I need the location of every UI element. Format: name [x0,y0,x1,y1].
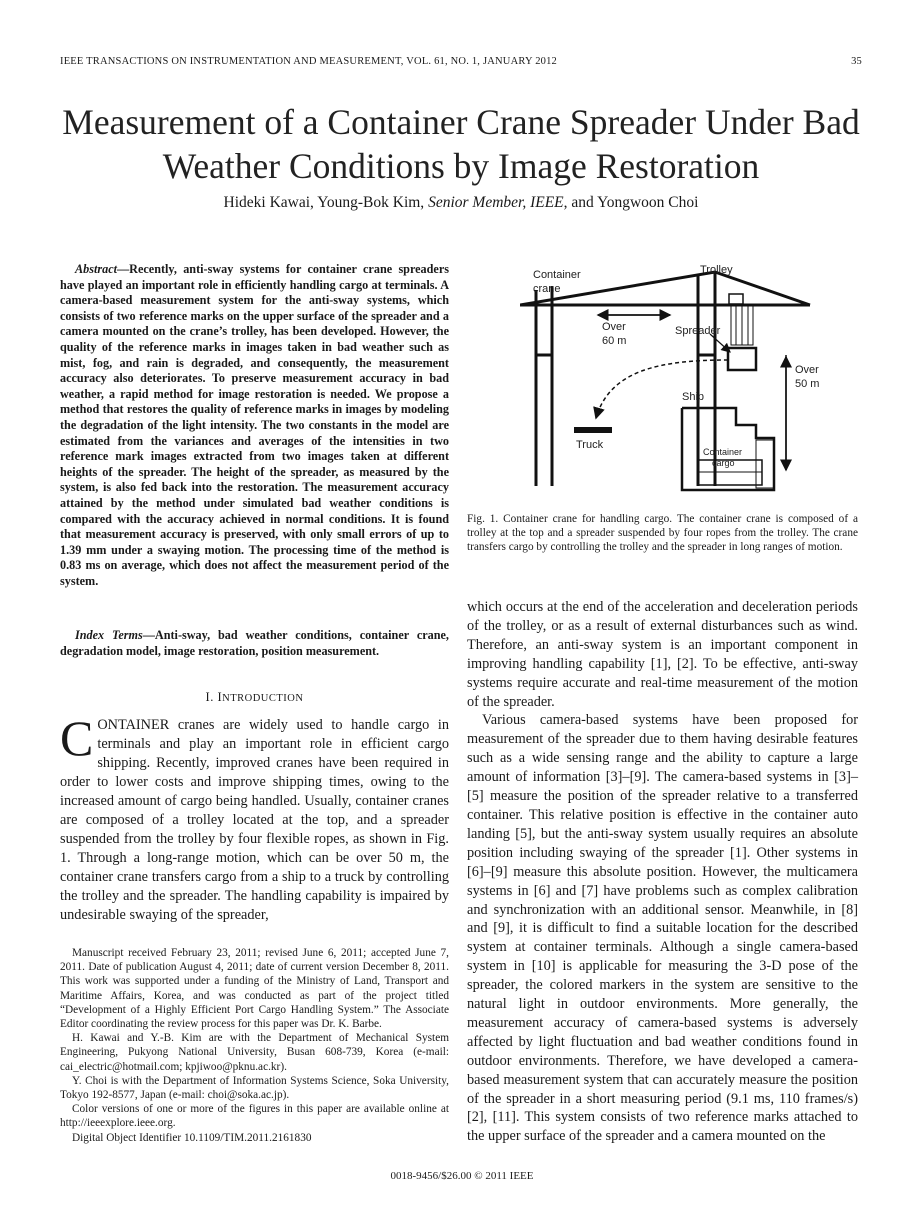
label-container-crane-2: crane [533,283,561,295]
footnote-manuscript: Manuscript received February 23, 2011; revised June 6, 2011; accepted June 7, 2011. Date of publication August 4, 2011; date of current version December 8, 2011. This work was supported under a funding of the Ministry of Land, Transport and Maritime Affairs, Korea, and was conducted as part of the project titled “Development of a Highly Efficient Port Cargo Handling System.” The Associate Editor coordinating the review process for this paper was Dr. K. Barbe. [60,947,449,1031]
authors-part1: Hideki Kawai, Young-Bok Kim, [223,194,429,211]
paper-title: Measurement of a Container Crane Spreader Under Bad Weather Conditions by Image Restoration [62,102,860,186]
authors-part2: , and Yongwoon Choi [563,194,699,211]
page-footer: 0018-9456/$26.00 © 2011 IEEE [390,1170,534,1182]
author-role: Senior Member, IEEE [428,194,564,211]
label-over50-2: 50 m [795,378,820,390]
label-over60-2: 60 m [602,335,627,347]
drop-cap: C [60,710,94,766]
footnote-affiliation-1: H. Kawai and Y.-B. Kim are with the Department of Mechanical System Engineering, Pukyong National University, Busan 608-739, Korea (e-mail: cai_electric@hotmail.com; kpjiwoo@pknu.ac.kr). [60,1032,449,1073]
running-header [60,56,862,67]
abstract-text: —Recently, anti-sway systems for container crane spreaders have played an important role in efficiently handling cargo at terminals. A camera-based measurement system for the anti-sway systems, which consists of two reference marks on the upper surface of the spreader and a camera mounted on the crane’s trolley, has been developed. However, the quality of the reference marks in images taken in bad weather such as mist, fog, and rain is degraded, and consequently, the measurement accuracy also deteriorates. To preserve measurement accuracy in bad weather, a rapid method for image restoration is needed. We propose a method that restores the quality of reference marks in images by modeling the degradation of the light intensity. The two constants in the model are estimated from the variances and averages of the intensities in two reference mark images extracted from two images taken at different heights of the spreader. The height of the spreader, as measured by the system, is also fed back into the restoration. The measurement accuracy attained by the method under simulated bad weather conditions is compared with the accuracy achieved in normal conditions. It is found that measurement accuracy is preserved, with only small errors of up to 1.39 mm under a swaying motion. The processing time of the method is 0.83 ms on average, which does not affect the measurement period of the system. [60,262,449,588]
footnotes [60,946,449,1145]
label-spreader: Spreader [675,325,721,337]
truck [574,428,612,433]
label-trolley: Trolley [700,264,733,276]
section-heading [60,690,449,705]
figure-1-caption: Fig. 1. Container crane for handling cargo. The container crane is composed of a trolley at the top and a spreader suspended by four ropes from the trolley. The crane transfers cargo by controlling the trolley and the spreader in long ranges of motion. [467,513,858,554]
page-number: 35 [851,56,862,67]
abstract [60,262,449,589]
footnote-color: Color versions of one or more of the figures in this paper are available online at http://ieeexplore.ieee.org. [60,1103,449,1130]
footnote-doi: Digital Object Identifier 10.1109/TIM.2011.2161830 [72,1131,312,1144]
crane-diagram [520,260,830,500]
label-over50-1: Over [795,364,819,376]
index-terms [60,628,449,659]
label-ship: Ship [682,391,705,403]
label-container-cargo-1: Container [703,447,743,457]
journal-name: IEEE TRANSACTIONS ON INSTRUMENTATION AND MEASUREMENT, VOL. 61, NO. 1, JANUARY 2012 [60,56,558,67]
intro-body: ONTAINER cranes are widely used to handle cargo in terminals and play an important role in efficient cargo shipping. Recently, improved cranes have been required in order to lower costs and improve shipping times, owing to the increased amount of cargo being handled. Usually, container cranes are composed of a trolley located at the top, and a spreader suspended from the trolley by four flexible ropes, as shown in Fig. 1. Through a long-range motion, which can be over 50 m, the container crane transfers cargo from a ship to a truck by controlling the trolley and the spreader. The handling capability is impaired by undesirable swaying of the spreader, [60,717,449,923]
section-title-rest: NTRODUCTION [222,693,304,704]
introduction-text [60,710,449,925]
abstract-label: Abstract [75,262,117,276]
trolley [729,294,743,304]
paragraph-2: Various camera-based systems have been proposed for measurement of the spreader due to them having desirable features such as a wide sensing range and the ability to capture a large amount of information [3]–[9]. The camera-based systems in [3]–[5] measure the position of the spreader relative to a transferred container. This relative position is effective in the container auto landing [5], but the anti-sway system usually requires an absolute position including swaying of the spreader [1]. Other systems in [6]–[9] measure this absolute position. However, the multicamera systems in [6] and [7] have problems such as complex calibration and synchronization with an additional sensor. Meanwhile, in [8] and [9], it is difficult to find a suitable location for the described system at container terminals. Although a single camera-based system in [10] is applicable for measuring the 3-D pose of the spreader, the colored markers in the system are sensitive to the natural light in outdoor environments. More generally, the measurement accuracy of camera-based systems is adversely affected by light fluctuation and bad weather conditions found in outdoor environments. Therefore, we have developed a camera-based measurement system that can accurately measure the position of the spreader in a short measuring period (9.1 ms, 110 frames/s) [2], [11]. This system consists of two reference marks attached to the upper surface of the spreader and a camera mounted on the [467,712,858,1145]
section-numeral: I. [205,690,218,704]
author-line [30,194,892,212]
trolley-spreader [728,294,756,370]
index-terms-text: —Anti-sway, bad weather conditions, container crane, degradation model, image restoration, position measurement. [60,628,449,658]
label-truck: Truck [576,439,604,451]
paragraph-1: which occurs at the end of the acceleration and deceleration periods of the trolley, or as a result of external disturbances such as wind. Therefore, an anti-sway system is an important component in improving handling capability [1], [2]. To be effective, anti-sway systems require accurate and real-time measurement of the motion of the spreader. [467,599,858,710]
crane-structure [520,272,810,486]
spreader-box [728,348,756,370]
right-column-text [467,598,858,1146]
footnote-affiliation-2: Y. Choi is with the Department of Information Systems Science, Soka University, Tokyo 192-8577, Japan (e-mail: choi@soka.ac.jp). [60,1074,449,1102]
figure-1 [520,260,830,500]
label-over60-1: Over [602,321,626,333]
label-container-cargo-2: cargo [712,458,735,468]
label-container-crane-1: Container [533,269,581,281]
section-first-letter: I [217,690,223,704]
index-terms-label: Index Terms [75,628,143,642]
